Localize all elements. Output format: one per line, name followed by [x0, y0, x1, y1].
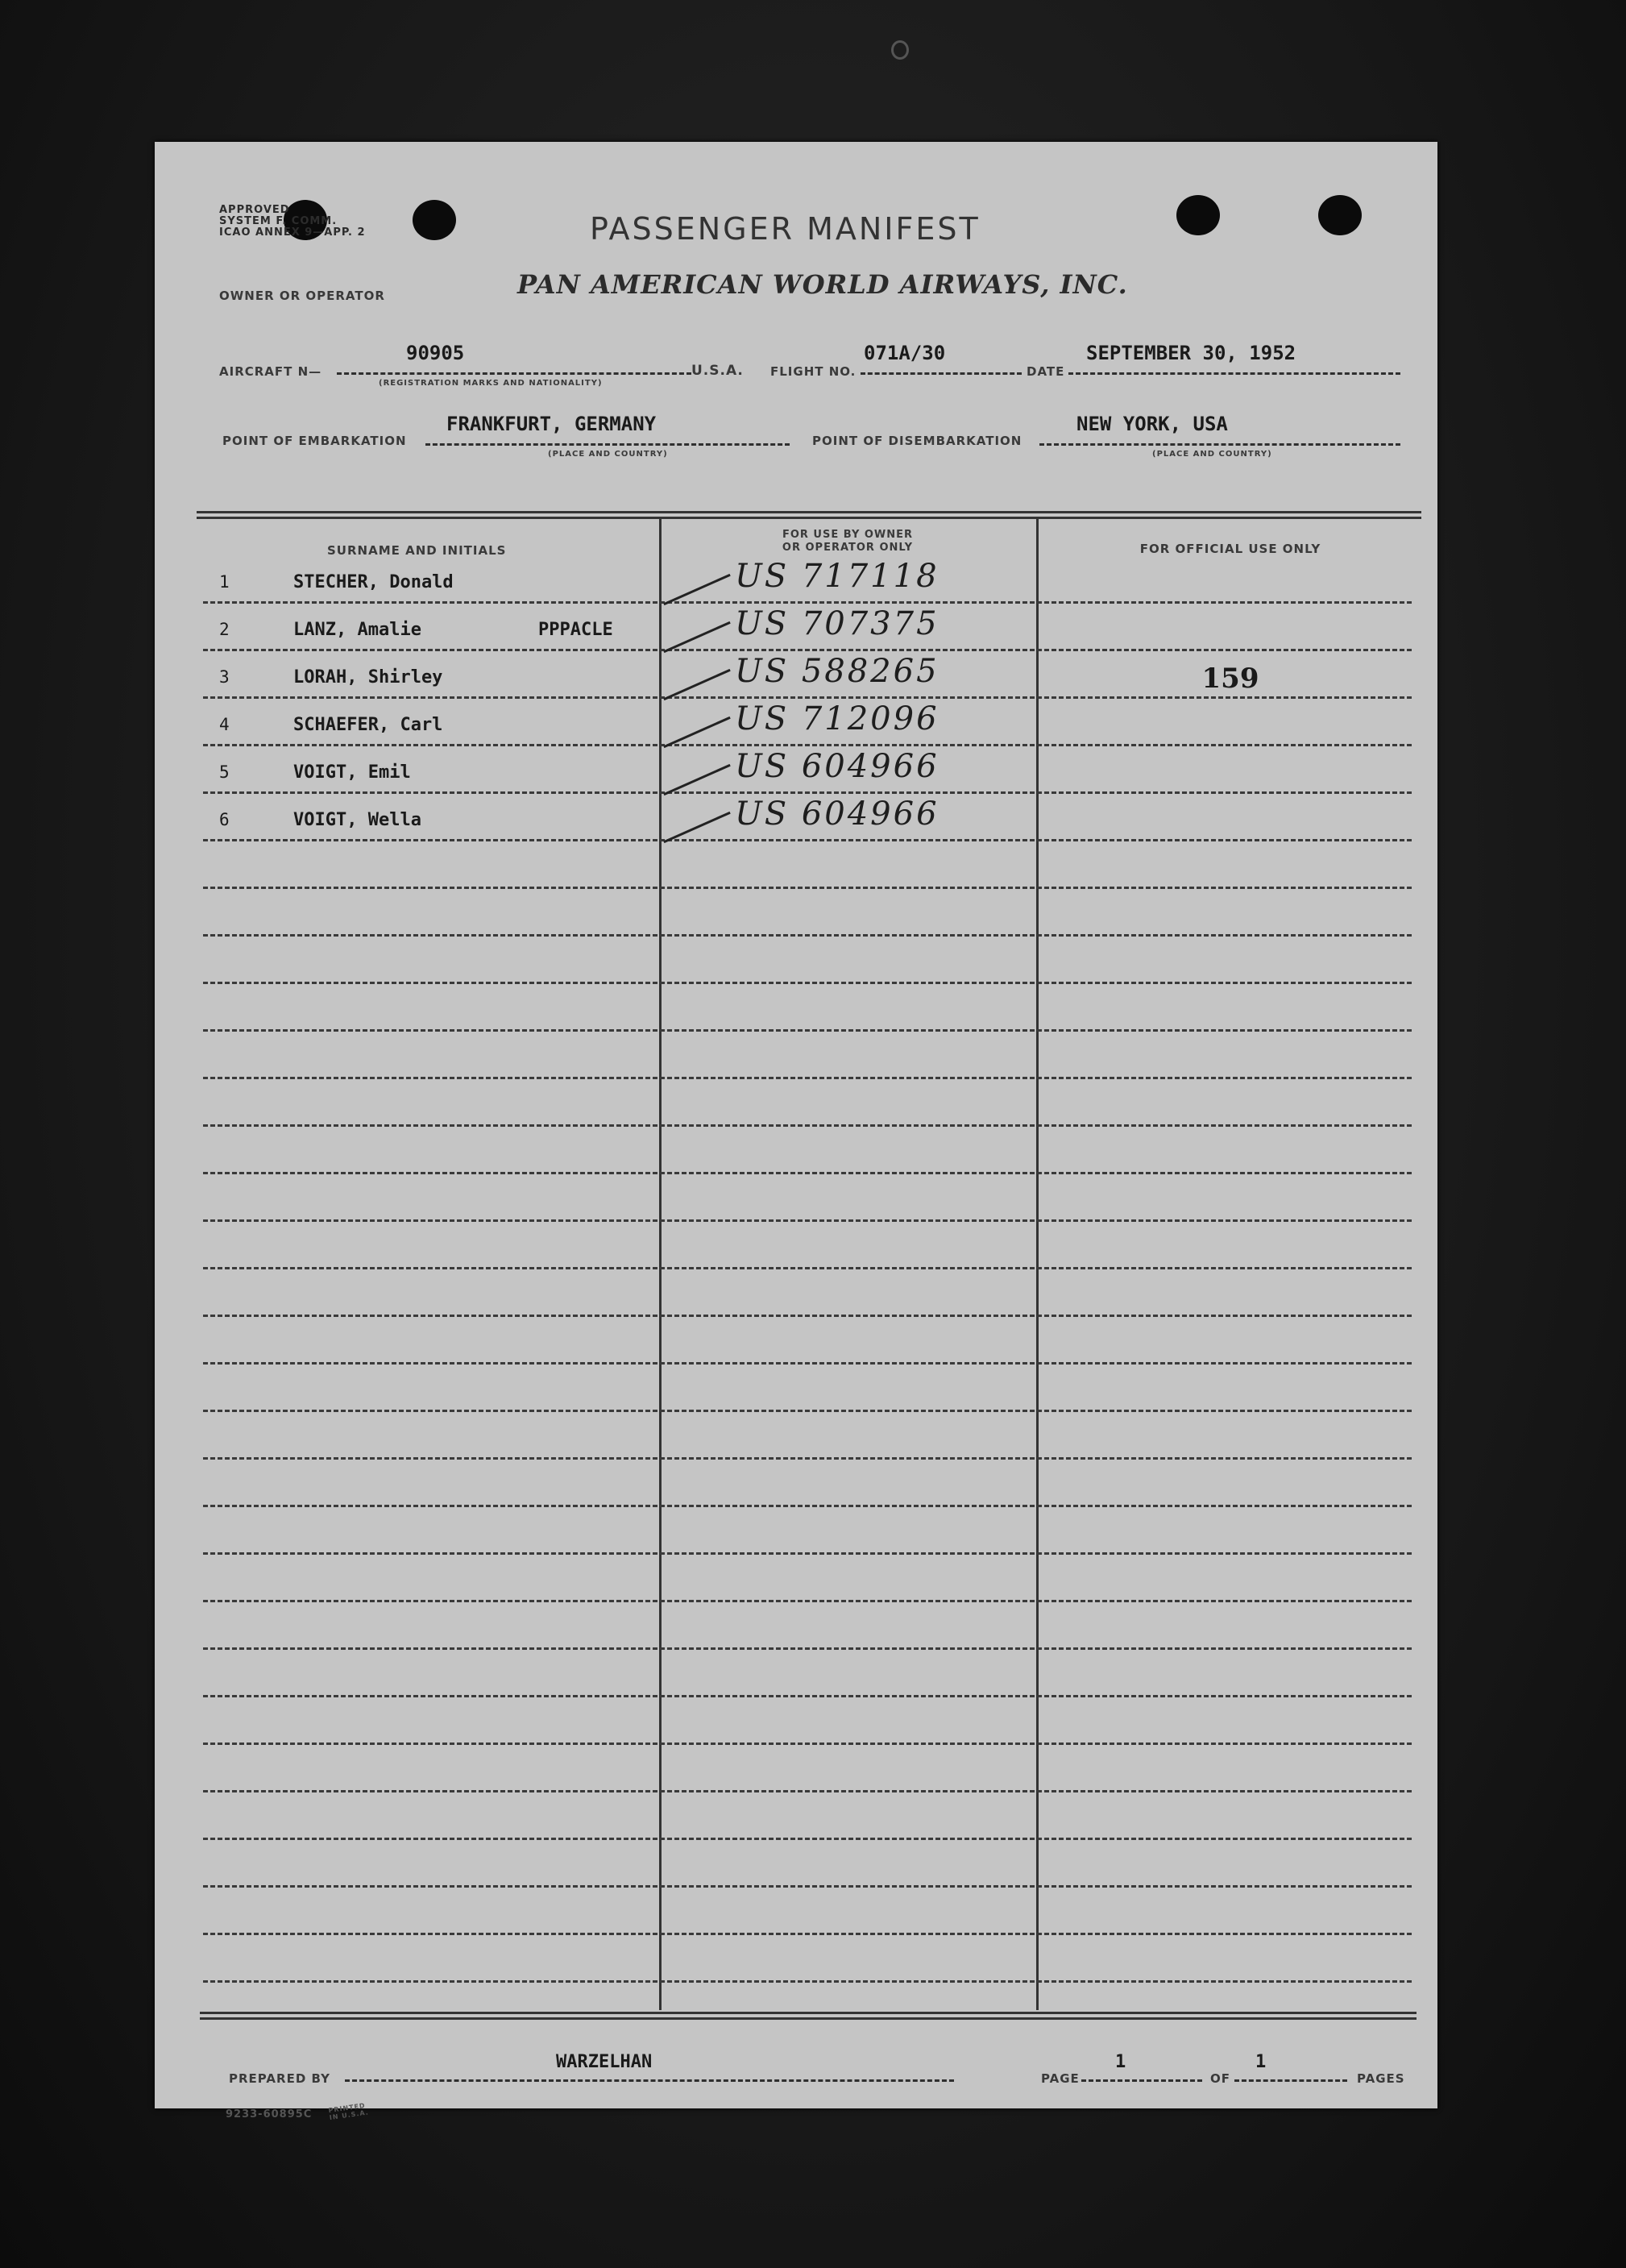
row-rule: [203, 1029, 1412, 1032]
page-label: PAGE: [1041, 2071, 1080, 2086]
date-fill-line: [1068, 372, 1400, 375]
header-official-use: FOR OFFICIAL USE ONLY: [1139, 542, 1321, 556]
flight-value: 071A/30: [864, 342, 946, 364]
of-value: 1: [1255, 2052, 1267, 2072]
passport-number-handwritten: US 717118: [735, 558, 940, 595]
punch-hole-4: [1318, 195, 1362, 235]
row-number: 4: [219, 715, 230, 734]
row-rule: [203, 1552, 1412, 1555]
of-fill-line: [1234, 2079, 1347, 2082]
row-rule: [203, 934, 1412, 937]
row-rule: [203, 1743, 1412, 1745]
flight-fill-line: [861, 372, 1022, 375]
prepared-label: PREPARED BY: [229, 2071, 330, 2086]
header-surname: SURNAME AND INITIALS: [327, 543, 507, 558]
row-rule: [203, 1077, 1412, 1079]
disembark-label: POINT OF DISEMBARKATION: [812, 434, 1022, 448]
column-divider-1: [659, 517, 662, 2010]
disembark-caption: (PLACE AND COUNTRY): [1152, 450, 1272, 459]
row-number: 6: [219, 810, 230, 829]
passport-number-handwritten: US 604966: [735, 748, 940, 785]
aircraft-value: 90905: [406, 342, 465, 364]
printed-mark: PRINTED IN U.S.A.: [328, 2101, 370, 2122]
row-rule: [203, 1933, 1412, 1935]
passport-number-handwritten: US 588265: [735, 653, 940, 690]
passport-number-handwritten: US 712096: [735, 700, 940, 737]
row-rule: [203, 1505, 1412, 1507]
of-label: OF: [1210, 2071, 1230, 2086]
approval-stamp: APPROVED SYSTEM F. COMM. ICAO ANNEX 9—APP. 2: [219, 204, 366, 239]
row-rule: [203, 1172, 1412, 1174]
embark-caption: (PLACE AND COUNTRY): [548, 450, 668, 459]
row-rule: [203, 1124, 1412, 1127]
page-title: PASSENGER MANIFEST: [590, 211, 981, 247]
top-ring-mark: [891, 40, 909, 60]
row-rule: [203, 696, 1412, 699]
passenger-name: SCHAEFER, Carl: [293, 715, 443, 735]
punch-hole-3: [1176, 195, 1220, 235]
pages-label: PAGES: [1357, 2071, 1405, 2086]
page-value: 1: [1115, 2052, 1126, 2072]
row-rule: [203, 887, 1412, 889]
passport-number-handwritten: US 707375: [735, 605, 940, 642]
aircraft-fill-line: [337, 372, 691, 375]
aircraft-caption: (REGISTRATION MARKS AND NATIONALITY): [379, 379, 603, 388]
row-rule: [203, 1647, 1412, 1650]
row-rule: [203, 744, 1412, 746]
row-rule: [203, 1267, 1412, 1269]
row-number: 3: [219, 667, 230, 687]
column-divider-2: [1036, 517, 1039, 2010]
official-use-value: 159: [1201, 663, 1259, 695]
row-rule: [203, 1695, 1412, 1697]
row-rule: [203, 649, 1412, 651]
date-label: DATE: [1027, 364, 1065, 379]
row-rule: [203, 1362, 1412, 1365]
flight-label: FLIGHT NO.: [770, 364, 857, 379]
row-rule: [203, 1315, 1412, 1317]
embark-label: POINT OF EMBARKATION: [222, 434, 407, 448]
row-number: 2: [219, 620, 230, 639]
disembark-fill-line: [1039, 443, 1400, 446]
embark-fill-line: [425, 443, 790, 446]
nationality-label: U.S.A.: [691, 363, 744, 379]
row-rule: [203, 791, 1412, 794]
prepared-fill-line: [345, 2079, 954, 2082]
date-value: SEPTEMBER 30, 1952: [1086, 342, 1296, 364]
row-rule: [203, 1980, 1412, 1983]
passenger-name: VOIGT, Wella: [293, 810, 421, 830]
passenger-name: VOIGT, Emil: [293, 762, 411, 783]
row-rule: [203, 839, 1412, 841]
row-rule: [203, 1600, 1412, 1602]
manifest-paper: [155, 142, 1437, 2122]
row-number: 1: [219, 572, 230, 592]
aircraft-label: AIRCRAFT N—: [219, 364, 322, 379]
row-rule: [203, 1790, 1412, 1792]
row-rule: [203, 1457, 1412, 1460]
table-bottom-rule: [200, 2012, 1417, 2020]
punch-hole-2: [413, 200, 456, 240]
owner-label: OWNER OR OPERATOR: [219, 289, 385, 303]
embark-value: FRANKFURT, GERMANY: [446, 413, 657, 435]
owner-value: PAN AMERICAN WORLD AIRWAYS, INC.: [517, 269, 1128, 300]
row-rule: [203, 601, 1412, 604]
row-rule: [203, 1885, 1412, 1888]
table-top-rule: [197, 511, 1421, 519]
row-rule: [203, 1410, 1412, 1412]
passenger-name: STECHER, Donald: [293, 572, 454, 592]
row-number: 5: [219, 762, 230, 782]
row-rule: [203, 982, 1412, 984]
passenger-name: LANZ, Amalie: [293, 620, 421, 640]
header-owner-use: FOR USE BY OWNER OR OPERATOR ONLY: [782, 529, 914, 554]
page-fill-line: [1081, 2079, 1202, 2082]
row-rule: [203, 1219, 1412, 1222]
passport-number-handwritten: US 604966: [735, 795, 940, 833]
passenger-name: LORAH, Shirley: [293, 667, 443, 687]
form-code: 9233-60895C: [226, 2108, 313, 2121]
row-rule: [203, 1838, 1412, 1840]
passenger-annotation: PPPACLE: [538, 620, 613, 640]
disembark-value: NEW YORK, USA: [1076, 413, 1228, 435]
prepared-value: WARZELHAN: [556, 2052, 653, 2072]
